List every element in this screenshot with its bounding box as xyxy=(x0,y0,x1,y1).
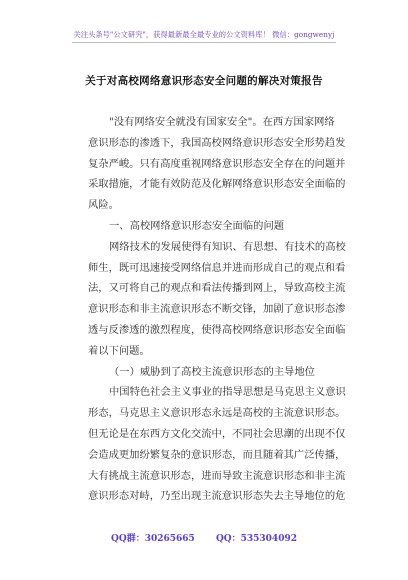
paragraph-line: 意识形态和非主流意识形态不断交锋，加剧了意识形态渗 xyxy=(88,303,346,316)
paragraph-line: 透与反渗透的激烈程度，使得高校网络意识形态安全面临 xyxy=(88,323,346,336)
section-heading: 一、高校网络意识形态安全面临的问题 xyxy=(109,219,285,232)
paragraph-line: 意识形态的渗透下，我国高校网络意识形态安全形势趋发 xyxy=(88,136,346,149)
document-title: 关于对高校网络意识形态安全问题的解决对策报告 xyxy=(85,75,323,87)
paragraph-line: 法，又可将自己的观点和看法传播到网上，导致高校主流 xyxy=(88,282,346,295)
subsection-heading: （一）威胁到了高校主流意识形态的主导地位 xyxy=(109,365,315,378)
paragraph-line: 着以下问题。 xyxy=(88,344,150,357)
footer-contact xyxy=(0,531,408,544)
paragraph-line: 形态，马克思主义意识形态永远是高校的主流意识形态。 xyxy=(88,407,346,420)
footer-qq-group: QQ群：30265665 xyxy=(111,534,195,544)
paragraph-line: 复杂严峻。只有高度重视网络意识形态安全存在的问题并 xyxy=(88,157,346,170)
paragraph-line: 师生，既可迅速接受网络信息并进而形成自己的观点和看 xyxy=(88,261,346,274)
paragraph-line: 网络技术的发展使得有知识、有思想、有技术的高校 xyxy=(109,240,346,253)
paragraph-line: 风险。 xyxy=(88,199,119,212)
paragraph-line: 采取措施，才能有效防范及化解网络意识形态安全面临的 xyxy=(88,178,346,191)
paragraph-line: 意识形态对峙，乃至出现主流意识形态失去主导地位的危 xyxy=(88,490,346,503)
paragraph-line: 大有挑战主流意识形态，进而导致主流意识形态和非主流 xyxy=(88,469,346,482)
paragraph-line: 中国特色社会主义事业的指导思想是马克思主义意识 xyxy=(109,386,346,399)
header-divider xyxy=(72,42,336,43)
paragraph-line: 会造成更加纷繁复杂的意识形态，而且随着其广泛传播， xyxy=(88,448,346,461)
header-banner: 关注头条号"公文研究"，获得最新最全最专业的公文资料库！ 微信：gongwenyj xyxy=(73,30,335,39)
footer-qq: QQ：535304092 xyxy=(215,534,297,544)
paragraph-line: 但无论是在东西方文化交流中，不同社会思潮的出现不仅 xyxy=(88,427,346,440)
document-body xyxy=(88,112,346,507)
paragraph-line: "没有网络安全就没有国家安全"。在西方国家网络 xyxy=(109,116,335,128)
